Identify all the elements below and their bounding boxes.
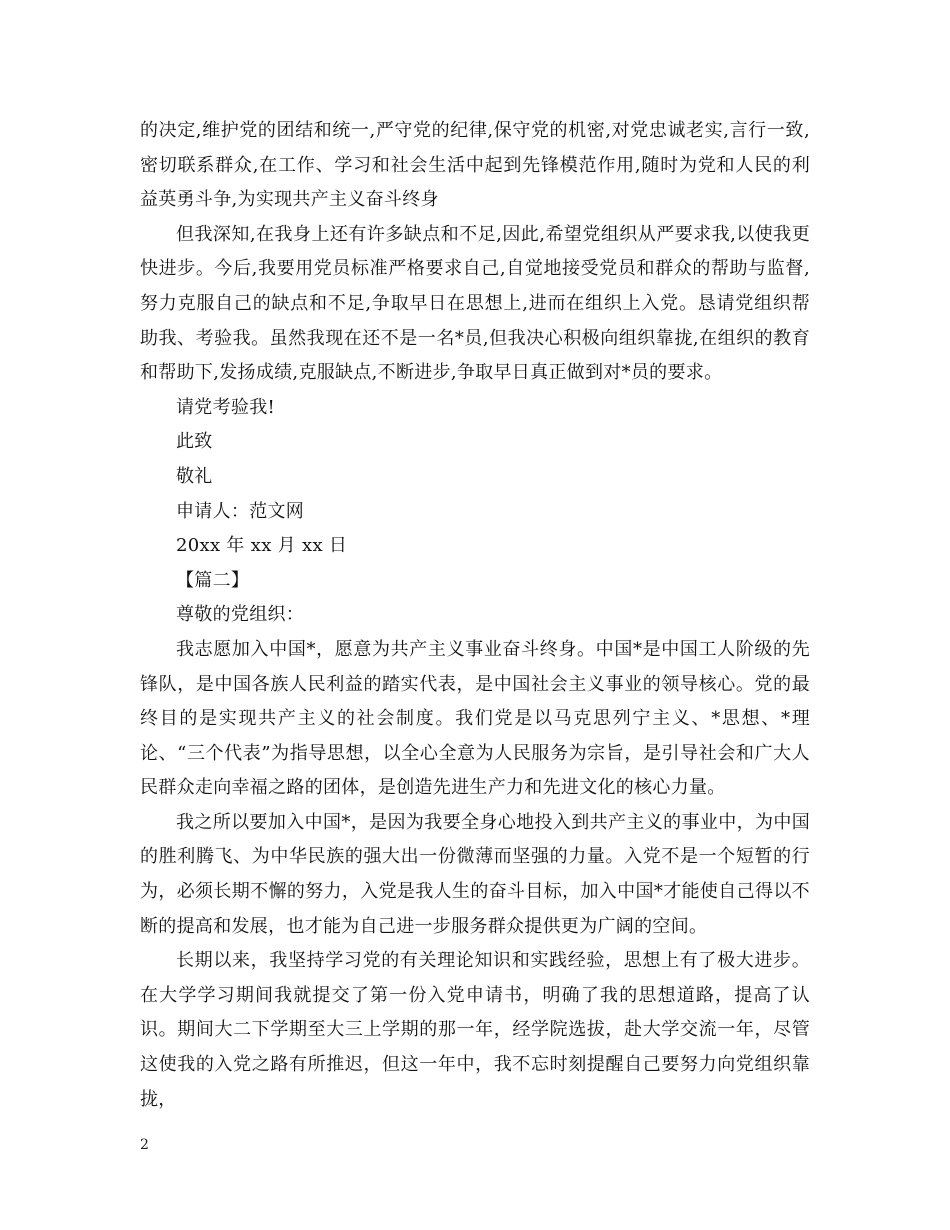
applicant-line: 申请人：范文网 <box>176 500 305 522</box>
paragraph-long-term-study: 长期以来，我坚持学习党的有关理论知识和实践经验，思想上有了极大进步。在大学学习期间我就提交了第一份入党申请书，明确了我的思想道路，提高了认识。期间大二下学期至大三上学期的那一年，经学院选拔，赴大学交流一年，尽管这使我的入党之路有所推迟，但这一年中，我不忘时刻提醒自己要努力向党组织靠拢， <box>140 950 810 1110</box>
date-line: 20xx 年 xx 月 xx 日 <box>176 535 348 557</box>
paragraph-self-improvement: 但我深知,在我身上还有许多缺点和不足,因此,希望党组织从严要求我,以使我更快进步。今后,我要用党员标准严格要求自己,自觉地接受党员和群众的帮助与监督,努力克服自己的缺点和不足,争取早日在思想上,进而在组织上入党。恳请党组织帮助我、考验我。虽然我现在还不是一名*员,但我决心积极向组织靠拢,在组织的教育和帮助下,发扬成绩,克服缺点,不断进步,争取早日真正做到对*员的要求。 <box>140 223 810 384</box>
paragraph-volunteer: 我志愿加入中国*，愿意为共产主义事业奋斗终身。中国*是中国工人阶级的先锋队，是中国各族人民利益的踏实代表，是中国社会主义事业的领导核心。党的最终目的是实现共产主义的社会制度。我们党是以马克思列宁主义、*思想、*理论、“三个代表”为指导思想，以全心全意为人民服务为宗旨，是引导社会和广大人民群众走向幸福之路的团体，是创造先进生产力和先进文化的核心力量。 <box>140 638 810 799</box>
closing-request: 请党考验我! <box>176 396 276 418</box>
page-number: 2 <box>140 1137 149 1153</box>
salutation-cizhi: 此致 <box>176 431 213 453</box>
document-body <box>140 114 810 1117</box>
paragraph-continuation: 的决定,维护党的团结和统一,严守党的纪律,保守党的机密,对党忠诚老实,言行一致,密切联系群众,在工作、学习和社会生活中起到先锋模范作用,随时为党和人民的利益英勇斗争,为实现共产主义奋斗终身 <box>140 120 810 211</box>
paragraph-reason: 我之所以要加入中国*，是因为我要全身心地投入到共产主义的事业中，为中国的胜利腾飞、为中华民族的强大出一份微薄而坚强的力量。入党不是一个短暂的行为，必须长期不懈的努力，入党是我人生的奋斗目标，加入中国*才能使自己得以不断的提高和发展，也才能为自己进一步服务群众提供更为广阔的空间。 <box>140 811 810 937</box>
greeting-line: 尊敬的党组织： <box>176 604 305 626</box>
section-heading-part-two: 【篇二】 <box>176 569 250 591</box>
salutation-jingli: 敬礼 <box>176 465 213 487</box>
